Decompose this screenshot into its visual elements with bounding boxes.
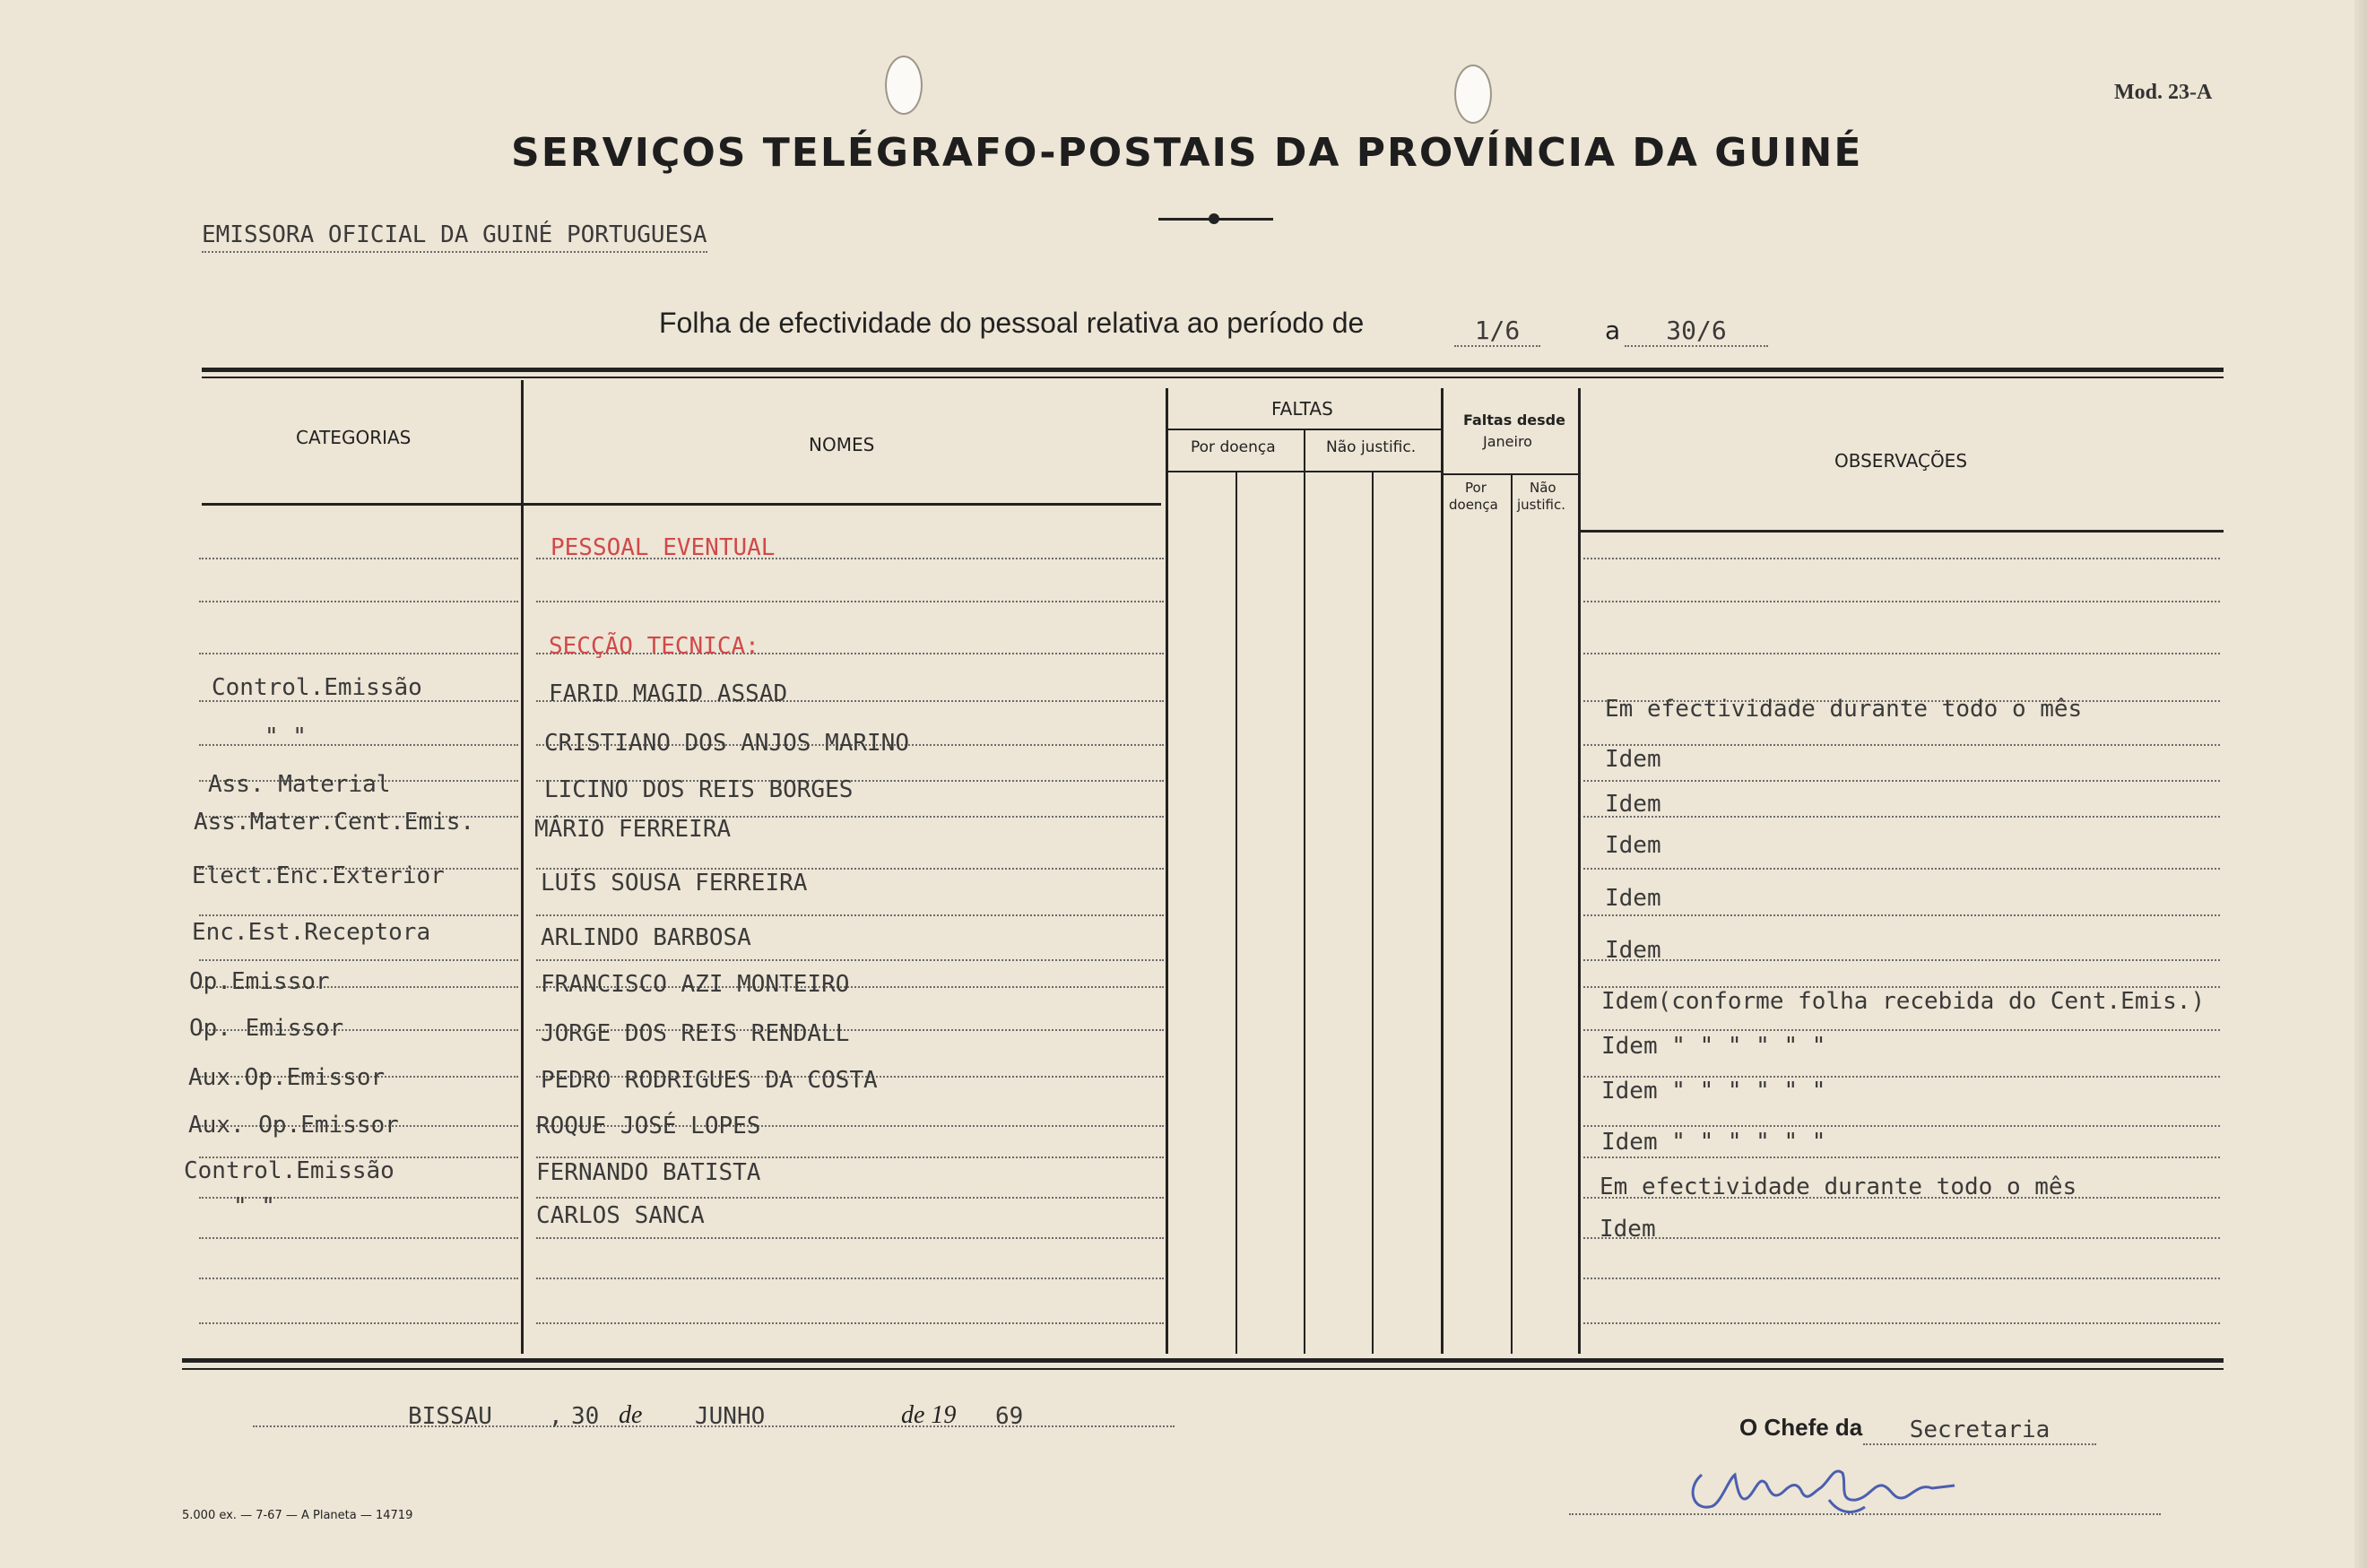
dotted-guide — [1583, 868, 2220, 870]
row-nome: FERNANDO BATISTA — [536, 1159, 761, 1186]
header-nao-justific: Não justific. — [1326, 438, 1417, 456]
chefe-label: O Chefe da — [1739, 1414, 1863, 1441]
dotted-guide — [1583, 653, 2220, 654]
row-categoria: Ass. Material — [208, 771, 391, 798]
dotted-guide — [536, 1157, 1164, 1158]
period-to: 30/6 — [1625, 316, 1768, 347]
dotted-guide — [1583, 1237, 2220, 1239]
row-categoria: Control.Emissão — [212, 674, 422, 701]
column-line — [1511, 475, 1513, 1354]
footer-place: BISSAU — [408, 1403, 492, 1430]
row-observacao: Em efectividade durante todo o mês — [1605, 696, 2083, 723]
table-bottom-rule — [182, 1368, 2224, 1370]
header-justific: justific. — [1517, 497, 1566, 513]
row-categoria: Ass.Mater.Cent.Emis. — [194, 809, 475, 836]
row-observacao: Idem " " " " " " — [1601, 1129, 1826, 1156]
dotted-guide — [199, 744, 518, 746]
row-nome: LICINO DOS REIS BORGES — [544, 776, 854, 803]
office-name: EMISSORA OFICIAL DA GUINÉ PORTUGUESA — [202, 221, 707, 253]
punch-hole — [1454, 65, 1492, 124]
dotted-guide — [1583, 914, 2220, 916]
printer-note: 5.000 ex. — 7-67 — A Planeta — 14719 — [182, 1509, 413, 1522]
row-categoria: " " — [233, 1193, 275, 1220]
row-nome: JORGE DOS REIS RENDALL — [541, 1020, 850, 1047]
row-categoria: " " — [264, 723, 307, 750]
row-categoria: Aux. Op.Emissor — [188, 1112, 399, 1139]
header-nomes: NOMES — [809, 434, 875, 455]
signature — [1686, 1448, 1972, 1520]
row-observacao: Idem — [1600, 1216, 1656, 1243]
table-bottom-rule — [182, 1358, 2224, 1363]
footer-de: de — [619, 1401, 643, 1429]
chefe-value: Secretaria — [1863, 1416, 2096, 1445]
row-observacao: Em efectividade durante todo o mês — [1600, 1174, 2077, 1200]
header-categorias: CATEGORIAS — [296, 427, 412, 448]
row-categoria: Op.Emissor — [189, 968, 330, 995]
section-seccao-tecnica: SECÇÃO TECNICA: — [549, 633, 759, 660]
period-label: Folha de efectividade do pessoal relativa ao período de — [659, 307, 1365, 339]
dotted-guide — [1583, 558, 2220, 559]
form-code: Mod. 23-A — [2114, 81, 2213, 104]
footer-day: 30 — [571, 1403, 600, 1430]
row-categoria: Enc.Est.Receptora — [192, 919, 431, 946]
dotted-guide — [536, 1197, 1164, 1199]
row-categoria: Control.Emissão — [184, 1157, 394, 1184]
row-categoria: Op. Emissor — [189, 1015, 344, 1042]
dotted-guide — [199, 1278, 518, 1279]
dotted-guide — [536, 1322, 1164, 1324]
dotted-guide — [536, 959, 1164, 961]
row-observacao: Idem — [1605, 791, 1661, 818]
table-top-rule — [202, 368, 2224, 372]
row-observacao: Idem — [1605, 937, 1661, 964]
dotted-guide — [536, 1278, 1164, 1279]
paper-edge — [2354, 0, 2367, 1568]
dotted-guide — [1583, 744, 2220, 746]
period-from: 1/6 — [1454, 316, 1540, 347]
row-observacao: Idem " " " " " " — [1601, 1078, 1826, 1105]
row-observacao: Idem(conforme folha recebida do Cent.Emis.) — [1601, 988, 2206, 1015]
punch-hole — [885, 56, 923, 115]
dotted-guide — [536, 1237, 1164, 1239]
dotted-guide — [536, 601, 1164, 602]
dotted-guide — [1583, 1125, 2220, 1127]
dotted-guide — [199, 1322, 518, 1324]
header-rule — [1580, 530, 2224, 533]
dotted-guide — [1583, 1322, 2220, 1324]
row-observacao: Idem — [1605, 832, 1661, 859]
header-doenca: doença — [1449, 497, 1498, 513]
row-nome: ROQUE JOSÉ LOPES — [536, 1113, 761, 1139]
footer-de-19: de 19 — [901, 1401, 957, 1429]
header-por: Por — [1465, 480, 1487, 496]
section-pessoal-eventual: PESSOAL EVENTUAL — [551, 534, 776, 561]
dotted-guide — [1583, 959, 2220, 961]
row-nome: MÁRIO FERREIRA — [534, 816, 732, 843]
row-observacao: Idem — [1605, 746, 1661, 773]
header-faltas-desde: Faltas desde — [1463, 411, 1565, 429]
column-line — [1236, 472, 1237, 1354]
column-line — [1441, 388, 1444, 1354]
period-connector: a — [1605, 316, 1621, 345]
footer-month: JUNHO — [695, 1403, 766, 1430]
footer-comma: , — [549, 1403, 563, 1430]
dotted-guide — [1583, 601, 2220, 602]
divider-dot — [1209, 213, 1219, 224]
dotted-guide — [199, 1237, 518, 1239]
dotted-guide — [1583, 816, 2220, 818]
dotted-guide — [199, 653, 518, 654]
row-observacao: Idem — [1605, 885, 1661, 912]
column-line — [1372, 472, 1374, 1354]
row-nome: ARLINDO BARBOSA — [541, 924, 751, 951]
row-observacao: Idem " " " " " " — [1601, 1033, 1826, 1060]
header-janeiro: Janeiro — [1483, 433, 1532, 450]
dotted-guide — [199, 558, 518, 559]
column-line — [1166, 388, 1168, 1354]
column-line — [1304, 430, 1305, 1354]
row-nome: PEDRO RODRIGUES DA COSTA — [541, 1067, 878, 1094]
row-categoria: Aux.Op.Emissor — [188, 1064, 386, 1091]
header-nao: Não — [1530, 480, 1556, 496]
dotted-guide — [1583, 1278, 2220, 1279]
row-nome: FRANCISCO AZI MONTEIRO — [541, 971, 850, 998]
header-por-doenca: Por doença — [1191, 438, 1276, 456]
row-nome: FARID MAGID ASSAD — [549, 680, 788, 707]
row-nome: CARLOS SANCA — [536, 1202, 705, 1229]
dotted-guide — [1583, 780, 2220, 782]
header-observacoes: OBSERVAÇÕES — [1834, 450, 1968, 472]
document-title: SERVIÇOS TELÉGRAFO-POSTAIS DA PROVÍNCIA DA GUINÉ — [511, 130, 1863, 176]
dotted-guide — [199, 914, 518, 916]
column-line — [1578, 388, 1581, 1354]
dotted-guide — [1583, 1157, 2220, 1158]
column-line — [521, 380, 524, 1354]
header-rule — [202, 503, 1161, 506]
row-nome: CRISTIANO DOS ANJOS MARINO — [544, 730, 909, 757]
table-top-rule — [202, 377, 2224, 378]
footer-year: 69 — [995, 1403, 1024, 1430]
header-faltas: FALTAS — [1271, 398, 1333, 420]
row-categoria: Elect.Enc.Exterior — [192, 862, 445, 889]
row-nome: LUÍS SOUSA FERREIRA — [541, 870, 808, 897]
dotted-guide — [536, 914, 1164, 916]
dotted-guide — [1583, 1029, 2220, 1031]
dotted-guide — [199, 601, 518, 602]
dotted-guide — [199, 959, 518, 961]
